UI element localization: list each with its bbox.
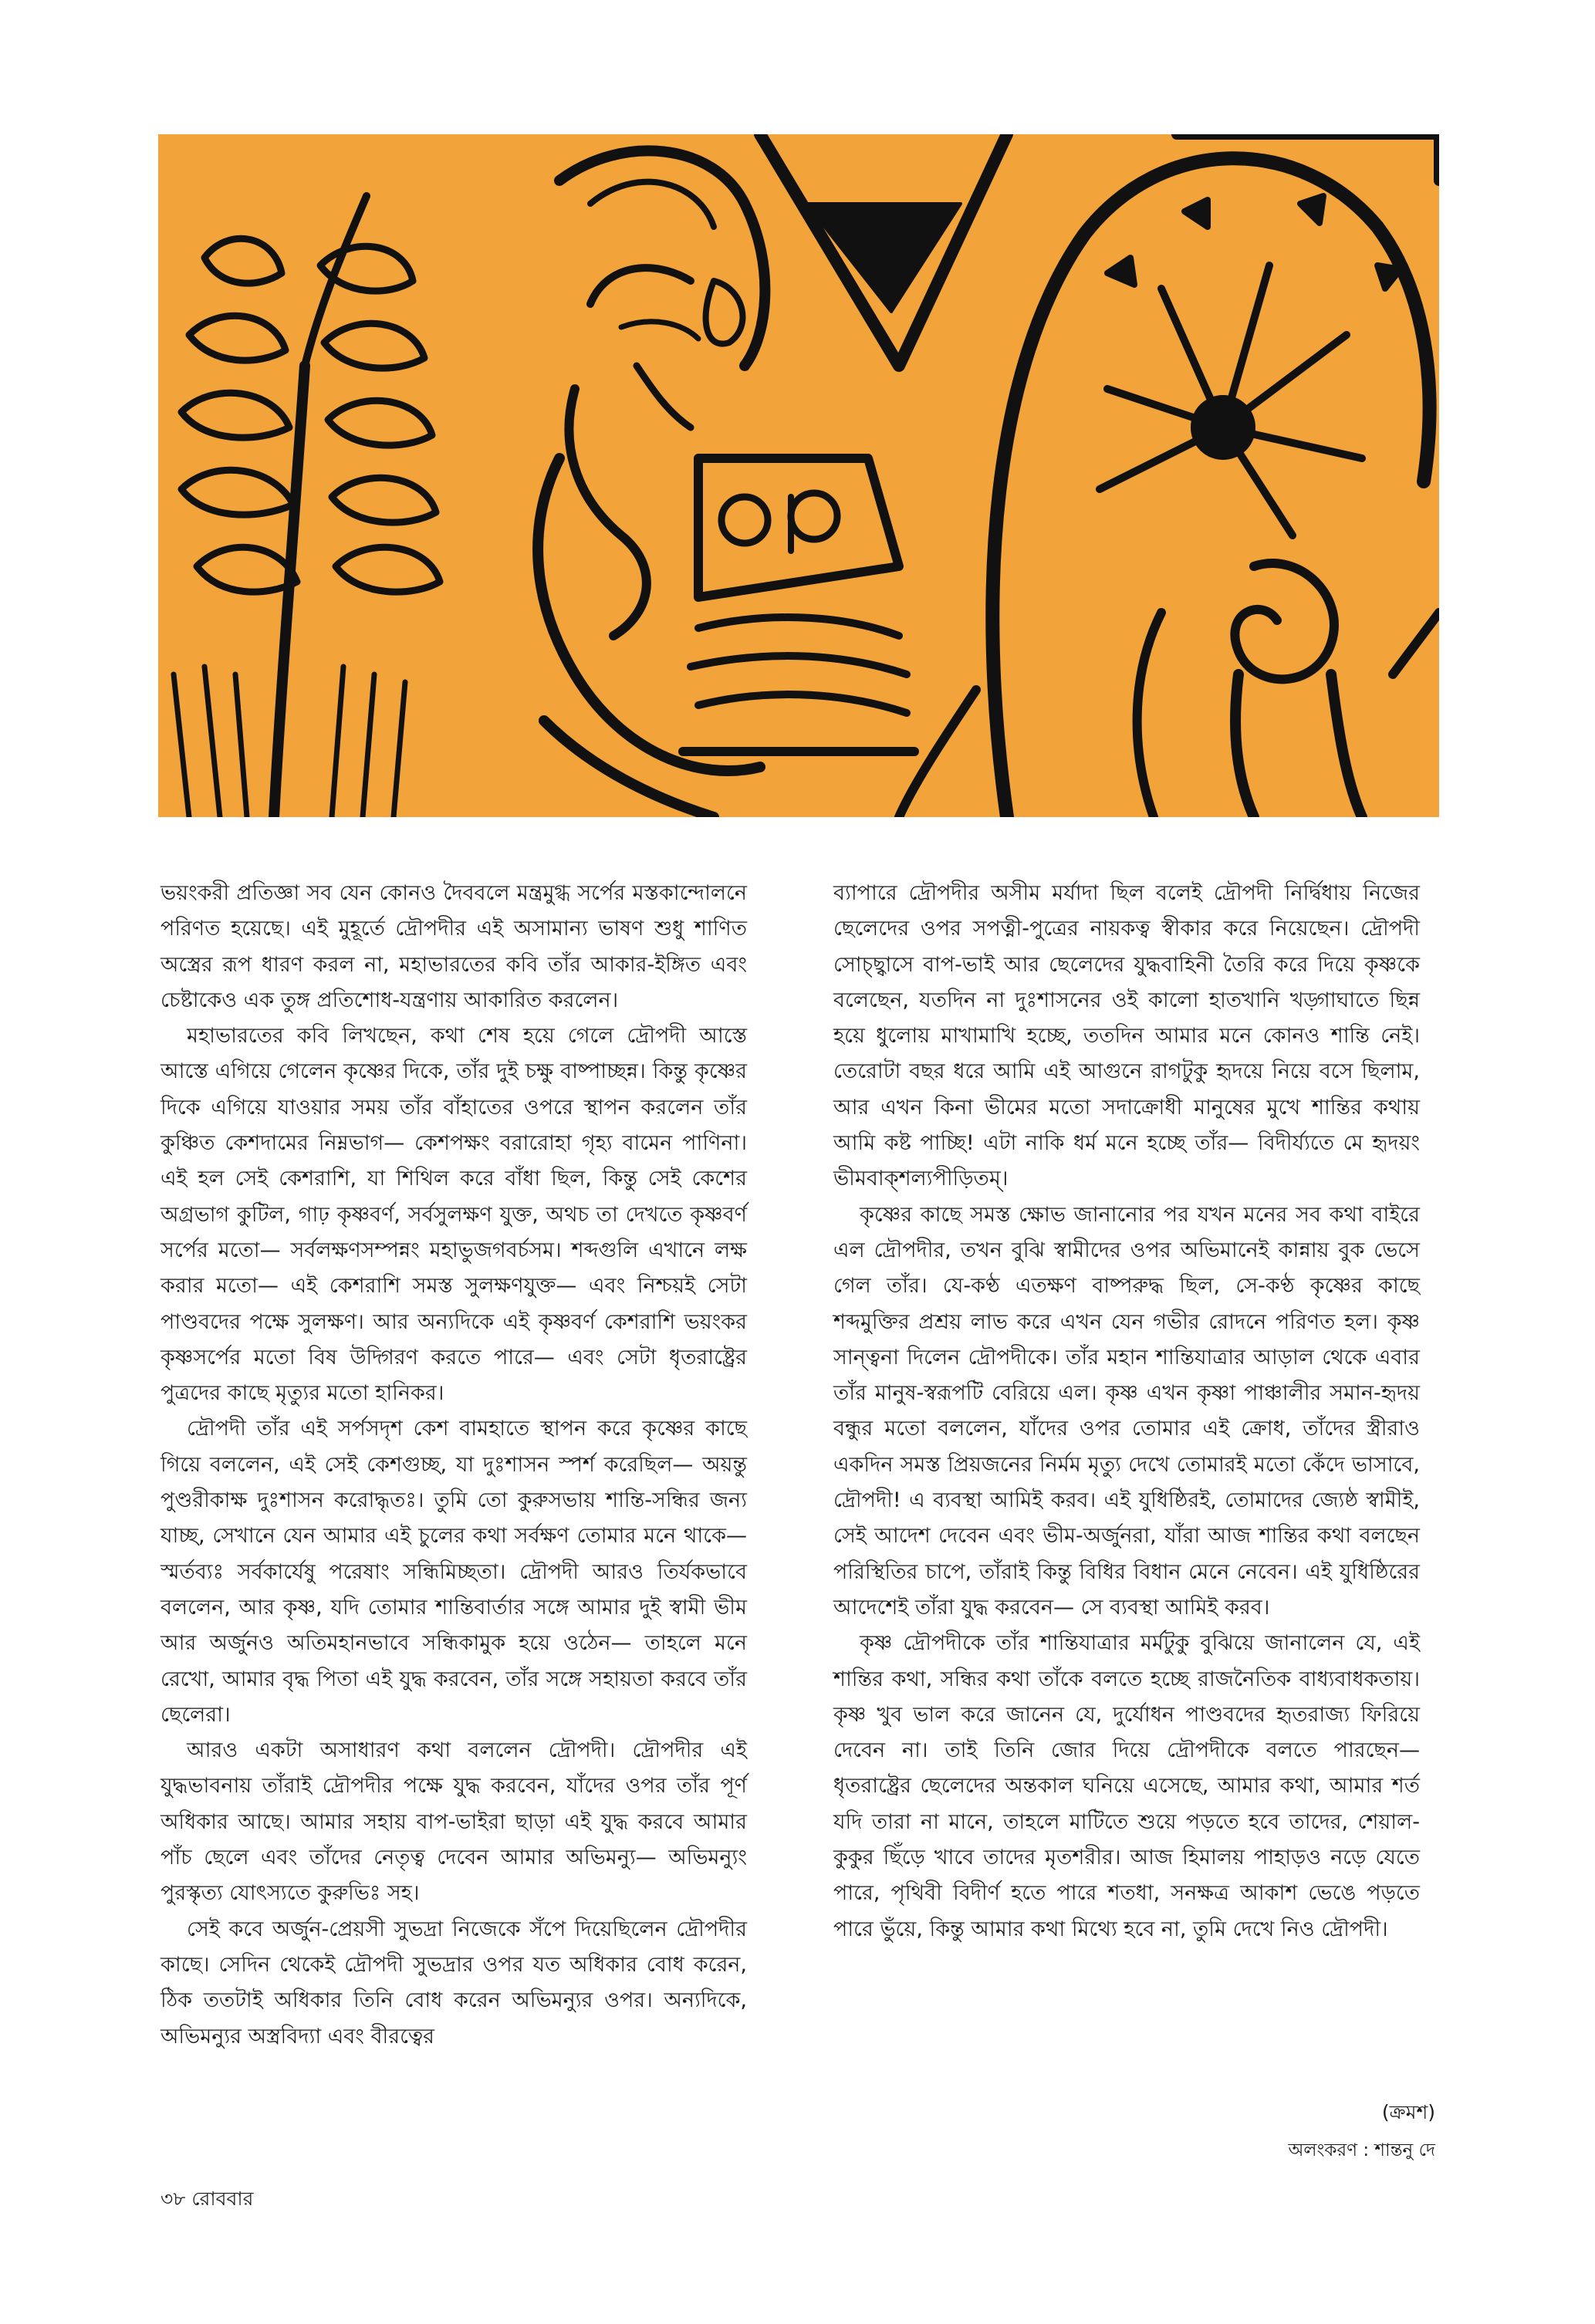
article-paragraph: সেই কবে অর্জুন-প্রেয়সী সুভদ্রা নিজেকে সঁপে দিয়েছিলেন দ্রৌপদীর কাছে। সেদিন থেকেই দ্রৌপদী সুভদ্রার ওপর যত অধিকার বোধ করেন, ঠিক ততটাই অধিকার তিনি বোধ করেন অভিমন্যুর ওপর। অন্যদিকে, অভিমন্যুর অস্ত্রবিদ্যা এবং বীরত্বের (161, 1917, 747, 2049)
article-paragraph: ব্যাপারে দ্রৌপদীর অসীম মর্যাদা ছিল বলেই দ্রৌপদী নির্দ্বিধায় নিজের ছেলেদের ওপর সপত্নী-পুত্রের নায়কত্ব স্বীকার করে নিয়েছেন। দ্রৌপদী সোচ্ছ্বাসে বাপ-ভাই আর ছেলেদের যুদ্ধবাহিনী তৈরি করে দিয়ে কৃষ্ণকে বলেছেন, যতদিন না দুঃশাসনের ওই কালো হাতখানি খড়্গাঘাতে ছিন্ন হয়ে ধুলোয় মাখামাখি হচ্ছে, ততদিন আমার মনে কোনও শান্তি নেই। তেরোটা বছর ধরে আমি এই আগুনে রাগটুকু হৃদয়ে নিয়ে বসে ছিলাম, আর এখন কিনা ভীমের মতো সদাক্রোধী মানুষের মুখে শান্তির কথায় আমি কষ্ট পাচ্ছি! এটা নাকি ধর্ম মনে হচ্ছে তাঁর— বিদীর্য্যতে মে হৃদয়ং ভীমবাক্‌শল্যপীড়িতম্‌। (833, 881, 1420, 1191)
illustration (158, 134, 1439, 817)
illustration-credit: অলংকরণ : শান্তনু দে (1288, 2140, 1435, 2160)
article-column-right (833, 876, 1420, 1947)
article-paragraph: আরও একটা অসাধারণ কথা বললেন দ্রৌপদী। দ্রৌপদীর এই যুদ্ধভাবনায় তাঁরাই দ্রৌপদীর পক্ষে যুদ্ধ করবেন, যাঁদের ওপর তাঁর পূর্ণ অধিকার আছে। আমার সহায় বাপ-ভাইরা ছাড়া এই যুদ্ধ করবে আমার পাঁচ ছেলে এবং তাঁদের নেতৃত্ব দেবেন আমার অভিমন্যু— অভিমন্যুং পুরস্কৃত্য যোৎস্যতে কুরুভিঃ সহ। (161, 1738, 747, 1906)
article-paragraph: মহাভারতের কবি লিখছেন, কথা শেষ হয়ে গেলে দ্রৌপদী আস্তে আস্তে এগিয়ে গেলেন কৃষ্ণের দিকে, তাঁর দুই চক্ষু বাষ্পাচ্ছন্ন। কিন্তু কৃষ্ণের দিকে এগিয়ে যাওয়ার সময় তাঁর বাঁহাতের ওপরে স্থাপন করলেন তাঁর কুঞ্চিত কেশদামের নিম্নভাগ— কেশপক্ষং বরারোহা গৃহ্য বামেন পাণিনা। এই হল সেই কেশরাশি, যা শিথিল করে বাঁধা ছিল, কিন্তু সেই কেশের অগ্রভাগ কুটিল, গাঢ় কৃষ্ণবর্ণ, সর্বসুলক্ষণ যুক্ত, অথচ তা দেখতে কৃষ্ণবর্ণ সর্পের মতো— সর্বলক্ষণসম্পন্নং মহাভুজগবর্চসম। শব্দগুলি এখানে লক্ষ করার মতো— এই কেশরাশি সমস্ত সুলক্ষণযুক্ত— এবং নিশ্চয়ই সেটা পাণ্ডবদের পক্ষে সুলক্ষণ। আর অন্যদিকে এই কৃষ্ণবর্ণ কেশরাশি ভয়ংকর কৃষ্ণসর্পের মতো বিষ উদ্গিরণ করতে পারে— এবং সেটা ধৃতরাষ্ট্রের পুত্রদের কাছে মৃত্যুর মতো হানিকর। (161, 1024, 747, 1406)
article-paragraph: কৃষ্ণ দ্রৌপদীকে তাঁর শান্তিযাত্রার মর্মটুকু বুঝিয়ে জানালেন যে, এই শান্তির কথা, সন্ধির কথা তাঁকে বলতে হচ্ছে রাজনৈতিক বাধ্যবাধকতায়। কৃষ্ণ খুব ভাল করে জানেন যে, দুর্যোধন পাণ্ডবদের হৃতরাজ্য ফিরিয়ে দেবেন না। তাই তিনি জোর দিয়ে দ্রৌপদীকে বলতে পারছেন— ধৃতরাষ্ট্রের ছেলেদের অন্তকাল ঘনিয়ে এসেছে, আমার কথা, আমার শর্ত যদি তারা না মানে, তাহলে মাটিতে শুয়ে পড়তে হবে তাদের, শেয়াল-কুকুর ছিঁড়ে খাবে তাদের মৃতশরীর। আজ হিমালয় পাহাড়ও নড়ে যেতে পারে, পৃথিবী বিদীর্ণ হতে পারে শতধা, সনক্ষত্র আকাশ ভেঙে পড়তে পারে ভুঁয়ে, কিন্তু আমার কথা মিথ্যে হবে না, তুমি দেখে নিও দ্রৌপদী। (833, 1631, 1420, 1941)
page-footer: ৩৮ রোববার (161, 2187, 254, 2210)
article-paragraph: কৃষ্ণের কাছে সমস্ত ক্ষোভ জানানোর পর যখন মনের সব কথা বাইরে এল দ্রৌপদীর, তখন বুঝি স্বামীদের ওপর অভিমানেই কান্নায় বুক ভেসে গেল তাঁর। যে-কণ্ঠ এতক্ষণ বাষ্পরুদ্ধ ছিল, সে-কণ্ঠ কৃষ্ণের কাছে শব্দমুক্তির প্রশ্রয় লাভ করে এখন যেন গভীর রোদনে পরিণত হল। কৃষ্ণ সান্ত্বনা দিলেন দ্রৌপদীকে। তাঁর মহান শান্তিযাত্রার আড়াল থেকে এবার তাঁর মানুষ-স্বরূপটি বেরিয়ে এল। কৃষ্ণ এখন কৃষ্ণা পাঞ্চালীর সমান-হৃদয় বন্ধুর মতো বললেন, যাঁদের ওপর তোমার এই ক্রোধ, তাঁদের স্ত্রীরাও একদিন সমস্ত প্রিয়জনের নির্মম মৃত্যু দেখে তোমারই মতো কেঁদে ভাসাবে, দ্রৌপদী! এ ব্যবস্থা আমিই করব। এই যুধিষ্ঠিরই, তোমাদের জ্যেষ্ঠ স্বামীই, সেই আদেশ দেবেন এবং ভীম-অর্জুনরা, যাঁরা আজ শান্তির কথা বলছেন পরিস্থিতির চাপে, তাঁরাই কিন্তু বিধির বিধান মেনে নেবেন। এই যুধিষ্ঠিরের আদেশেই তাঁরা যুদ্ধ করবেন— সে ব্যবস্থা আমিই করব। (833, 1202, 1420, 1620)
folk-art-draupadi-illustration (158, 134, 1439, 817)
article-column-left (161, 876, 747, 2055)
series-continued-note: (ক্রমশ) (1381, 2101, 1435, 2123)
article-paragraph: দ্রৌপদী তাঁর এই সর্পসদৃশ কেশ বামহাতে স্থাপন করে কৃষ্ণের কাছে গিয়ে বললেন, এই সেই কেশগুচ্ছ, যা দুঃশাসন স্পর্শ করেছিল— অয়ন্তু পুণ্ডরীকাক্ষ দুঃশাসন করোদ্ধৃতঃ। তুমি তো কুরুসভায় শান্তি-সন্ধির জন্য যাচ্ছ, সেখানে যেন আমার এই চুলের কথা সর্বক্ষণ তোমার মনে থাকে— স্মর্তব্যঃ সর্বকার্যেষু পরেষাং সন্ধিমিচ্ছতা। দ্রৌপদী আরও তির্যকভাবে বললেন, আর কৃষ্ণ, যদি তোমার শান্তিবার্তার সঙ্গে আমার দুই স্বামী ভীম আর অর্জুনও অতিমহানভাবে সন্ধিকামুক হয়ে ওঠেন— তাহলে মনে রেখো, আমার বৃদ্ধ পিতা এই যুদ্ধ করবেন, তাঁর সঙ্গে সহায়তা করবে তাঁর ছেলেরা। (161, 1417, 747, 1727)
article-paragraph: ভয়ংকরী প্রতিজ্ঞা সব যেন কোনও দৈববলে মন্ত্রমুগ্ধ সর্পের মস্তকান্দোলনে পরিণত হয়েছে। এই মুহূর্তে দ্রৌপদীর এই অসামান্য ভাষণ শুধু শাণিত অস্ত্রের রূপ ধারণ করল না, মহাভারতের কবি তাঁর আকার-ইঙ্গিত এবং চেষ্টাকেও এক তুঙ্গ প্রতিশোধ-যন্ত্রণায় আকারিত করলেন। (161, 881, 747, 1012)
